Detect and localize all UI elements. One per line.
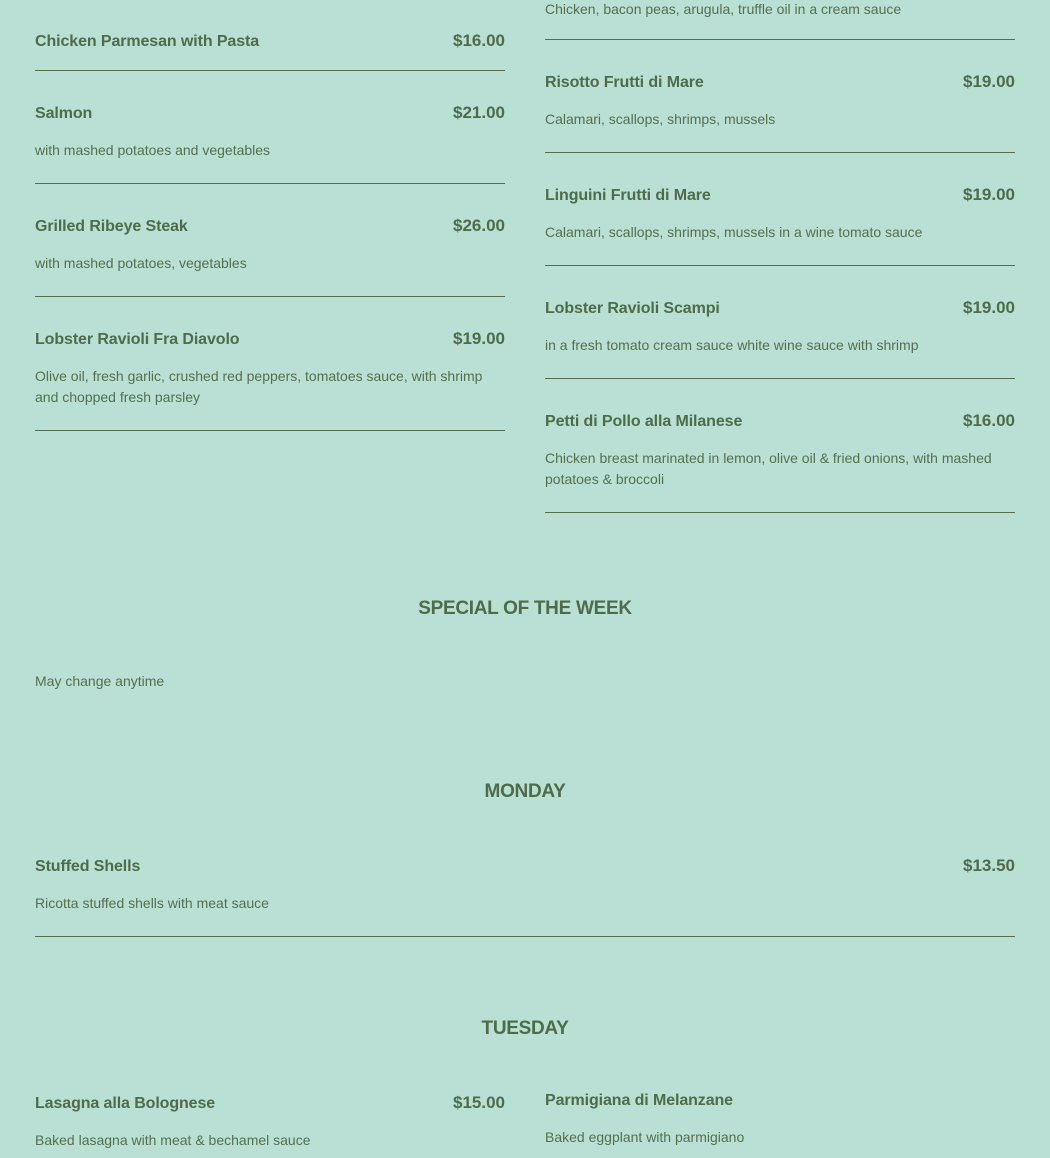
item-description: Chicken, bacon peas, arugula, truffle oil in a cream sauce xyxy=(545,1,902,17)
item-description: Calamari, scallops, shrimps, mussels in a wine tomato sauce xyxy=(545,224,923,240)
item-description: with mashed potatoes, vegetables xyxy=(35,255,247,271)
item-description: Calamari, scallops, shrimps, mussels xyxy=(545,111,776,127)
tuesday-column-right xyxy=(545,0,1015,1158)
section-title-special: SPECIAL OF THE WEEK xyxy=(418,598,632,619)
item-price: $21.00 xyxy=(453,103,505,122)
item-name: Salmon xyxy=(35,105,93,122)
item-description: Baked eggplant with parmigiano xyxy=(545,1129,745,1145)
menu-item xyxy=(35,1093,505,1151)
item-description: in a fresh tomato cream sauce white wine sauce with shrimp xyxy=(545,337,919,353)
item-price: $26.00 xyxy=(453,216,505,235)
item-description: Ricotta stuffed shells with meat sauce xyxy=(35,895,269,911)
item-price: $19.00 xyxy=(963,185,1015,204)
item-price: $19.00 xyxy=(963,298,1015,317)
item-name: Lasagna alla Bolognese xyxy=(35,1095,216,1112)
item-price: $13.50 xyxy=(963,856,1015,875)
section-title-tuesday: TUESDAY xyxy=(481,1018,569,1039)
item-description: Olive oil, fresh garlic, crushed red peppers, tomatoes sauce, with shrimp and chopped fresh parsley xyxy=(35,368,483,405)
item-name: Grilled Ribeye Steak xyxy=(35,218,188,235)
menu-item xyxy=(545,1092,1015,1148)
item-description: with mashed potatoes and vegetables xyxy=(35,142,271,158)
item-name: Petti di Pollo alla Milanese xyxy=(545,413,743,430)
section-title-monday: MONDAY xyxy=(484,781,566,802)
item-price: $19.00 xyxy=(963,72,1015,91)
item-name: Parmigiana di Melanzane xyxy=(545,1092,733,1109)
item-description: Chicken breast marinated in lemon, olive oil & fried onions, with mashed potatoes & broccoli xyxy=(545,450,992,487)
item-price: $15.00 xyxy=(453,1093,505,1112)
item-name: Risotto Frutti di Mare xyxy=(545,74,704,91)
item-name: Linguini Frutti di Mare xyxy=(545,187,711,204)
item-name: Chicken Parmesan with Pasta xyxy=(35,33,260,50)
item-price: $16.00 xyxy=(453,31,505,50)
item-price: $19.00 xyxy=(453,329,505,348)
item-description: Baked lasagna with meat & bechamel sauce xyxy=(35,1132,311,1148)
section-note: May change anytime xyxy=(35,673,165,689)
item-name: Lobster Ravioli Fra Diavolo xyxy=(35,331,240,348)
item-price: $16.00 xyxy=(963,411,1015,430)
tuesday-column-left xyxy=(35,0,505,1158)
item-name: Lobster Ravioli Scampi xyxy=(545,300,720,317)
item-name: Stuffed Shells xyxy=(35,858,141,875)
